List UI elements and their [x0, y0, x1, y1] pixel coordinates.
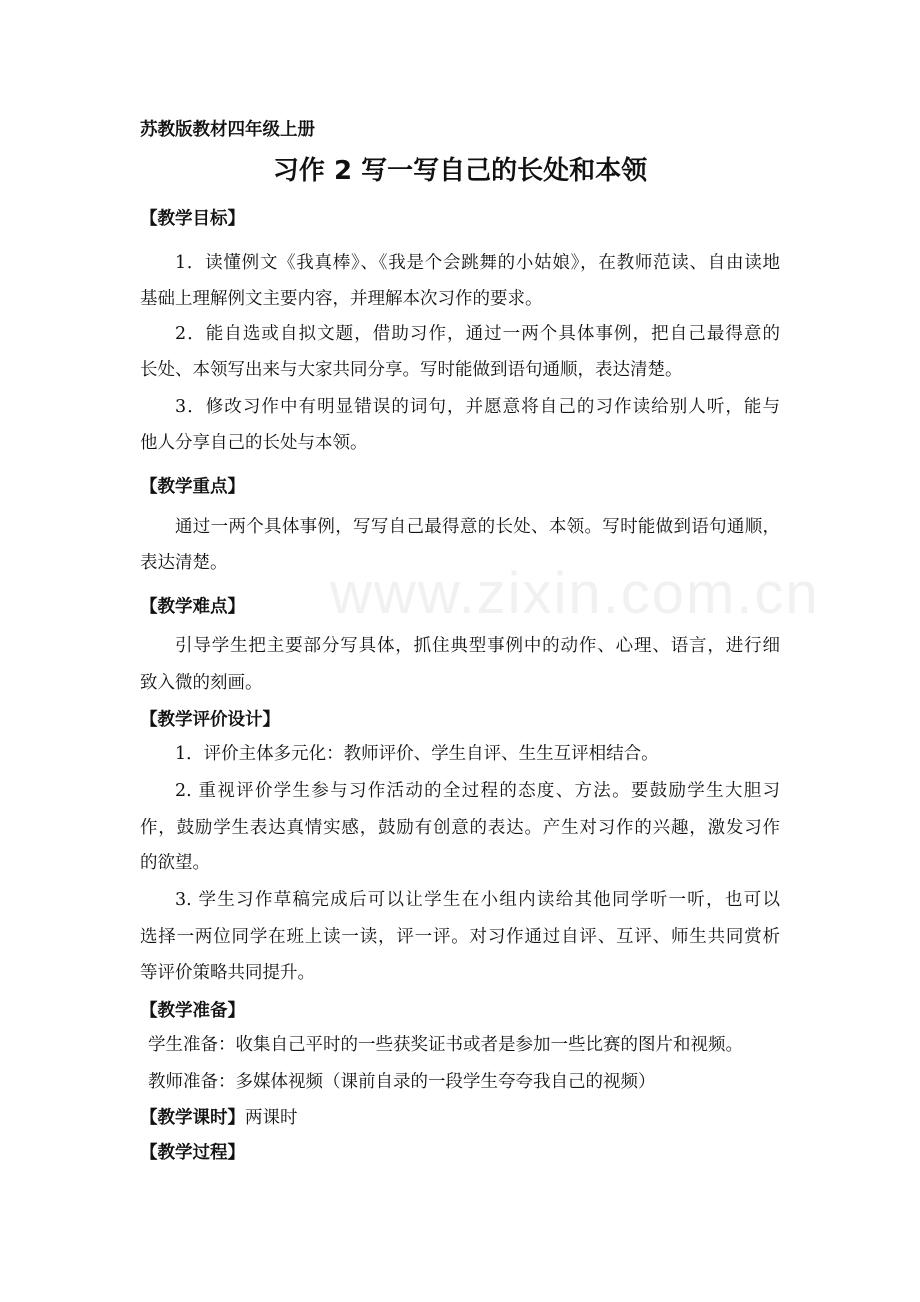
objective-3-line-1: 3．修改习作中有明显错误的词句，并愿意将自己的习作读给别人听，能与 [175, 397, 780, 417]
student-preparation: 学生准备：收集自己平时的一些获奖证书或者是参加一些比赛的图片和视频。 [148, 1035, 743, 1055]
section-heading-process: 【教学过程】 [140, 1143, 245, 1163]
class-hours-line [140, 1108, 298, 1128]
section-heading-class-hours: 【教学课时】 [140, 1108, 245, 1128]
evaluation-item-2-line-1: 2. 重视评价学生参与习作活动的全过程的态度、方法。要鼓励学生大胆习 [175, 781, 780, 801]
evaluation-item-3-line-2: 选择一两位同学在班上读一读，评一评。对习作通过自评、互评、师生共同赏析 [140, 927, 780, 947]
objective-1-line-2: 基础上理解例文主要内容，并理解本次习作的要求。 [140, 289, 543, 309]
watermark: www.zixin.com.cn [330, 561, 820, 626]
evaluation-item-1: 1．评价主体多元化：教师评价、学生自评、生生互评相结合。 [175, 744, 659, 764]
section-heading-key-points: 【教学重点】 [140, 477, 245, 497]
objective-2-line-2: 长处、本领写出来与大家共同分享。写时能做到语句通顺，表达清楚。 [140, 360, 683, 380]
section-heading-objectives: 【教学目标】 [140, 209, 245, 229]
difficulties-line-1: 引导学生把主要部分写具体，抓住典型事例中的动作、心理、语言，进行细 [175, 636, 780, 656]
key-points-line-2: 表达清楚。 [140, 553, 228, 573]
section-heading-difficulties: 【教学难点】 [140, 597, 245, 617]
class-hours-value: 两课时 [245, 1108, 298, 1128]
teacher-preparation: 教师准备：多媒体视频（课前自录的一段学生夸夸我自己的视频） [148, 1072, 656, 1092]
evaluation-item-2-line-2: 作，鼓励学生表达真情实感，鼓励有创意的表达。产生对习作的兴趣，激发习作 [140, 818, 780, 838]
objective-2-line-1: 2．能自选或自拟文题，借助习作，通过一两个具体事例，把自己最得意的 [175, 324, 780, 344]
evaluation-item-3-line-3: 等评价策略共同提升。 [140, 963, 315, 983]
key-points-line-1: 通过一两个具体事例，写写自己最得意的长处、本领。写时能做到语句通顺， [175, 517, 780, 537]
document-subtitle: 苏教版教材四年级上册 [140, 120, 315, 140]
section-heading-evaluation: 【教学评价设计】 [140, 710, 280, 730]
difficulties-line-2: 致入微的刻画。 [140, 673, 263, 693]
section-heading-preparation: 【教学准备】 [140, 1001, 245, 1021]
evaluation-item-2-line-3: 的欲望。 [140, 853, 210, 873]
objective-3-line-2: 他人分享自己的长处与本领。 [140, 433, 368, 453]
document-title: 习作 2 写一写自己的长处和本领 [272, 156, 648, 186]
objective-1-line-1: 1．读懂例文《我真棒》、《我是个会跳舞的小姑娘》，在教师范读、自由读地 [175, 253, 780, 273]
evaluation-item-3-line-1: 3. 学生习作草稿完成后可以让学生在小组内读给其他同学听一听，也可以 [175, 890, 780, 910]
